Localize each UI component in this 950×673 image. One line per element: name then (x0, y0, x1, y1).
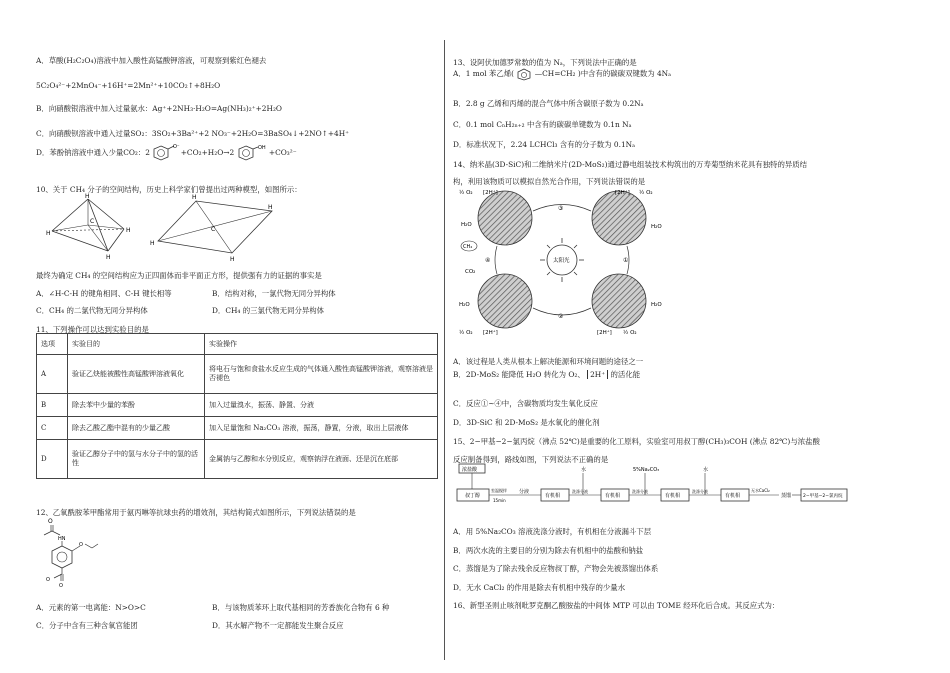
species-label: CH₄ (463, 244, 473, 250)
atom-label: H (268, 204, 273, 211)
table-cell: 验证乙醇分子中的氢与水分子中的氢的活性 (68, 440, 205, 479)
species-label: [2H⁺] (597, 330, 612, 336)
species-label: ½ O₂ (459, 330, 473, 336)
q13-option-a (453, 68, 671, 80)
q14-option-b (453, 370, 640, 379)
flow-step: 洗涤分液 (692, 489, 708, 494)
q14-option-c: C．反应①~④中，含碳物质均发生氧化反应 (453, 399, 598, 409)
species-label: [2H⁺] (483, 330, 498, 336)
species-label: H₂O (461, 222, 472, 228)
sun-label: 太阳光 (553, 258, 570, 264)
flow-step: 无水CaCl₂ (751, 488, 770, 493)
q14-option-a: A．该过程是人类从根本上解决能源和环境问题的途径之一 (453, 357, 644, 367)
table-header-cell: 选项 (37, 334, 68, 355)
q15-option-b: B．两次水洗的主要目的分别为除去有机相中的盐酸和钠盐 (453, 546, 644, 556)
svg-text:O: O (79, 542, 83, 548)
atom-label: H (150, 240, 155, 247)
table-row (37, 417, 438, 440)
svg-text:O: O (46, 577, 50, 583)
column-divider (444, 40, 445, 660)
q13-option-a-suffix: )中含有的碳碳双键数为 4Nₐ (577, 69, 672, 78)
q16-stem: 16、新型圣则止咳剂吡罗克酮乙酸胺盐的中间体 MTP 可以由 TOME 经环化后合成。其反应式为： (453, 601, 780, 611)
atom-label: H (46, 230, 51, 237)
ethopabate-structure-figure (40, 515, 110, 587)
methane-models-figure (46, 191, 276, 263)
flow-box-label: 有机相 (725, 493, 741, 499)
table-row (37, 355, 438, 394)
table-header-cell: 实验操作 (205, 334, 438, 355)
benzene-ring-icon (516, 68, 532, 80)
photosynthesis-cycle-diagram (457, 186, 697, 341)
q12-stem: 12、乙氧酰胺苯甲酯常用于氨丙啉等抗球虫药的增效剂，其结构简式如图所示，下列说法错误的是 (36, 508, 356, 518)
atom-label: H (106, 254, 111, 261)
phenoxide-structure-icon (152, 144, 178, 162)
tetrahedral-model (46, 193, 131, 261)
atom-label: C (90, 218, 95, 225)
flow-reagent: 水 (581, 467, 587, 473)
q10-text: 最终为确定 CH₄ 的空间结构应为正四面体而非平面正方形，提供强有力的证据的事实是 (36, 271, 322, 281)
q13-option-d: D．标准状况下，2.24 LCHCl₃ 含有的分子数为 0.1Nₐ (453, 140, 635, 150)
q15-option-c: C．蒸馏是为了除去残余反应物叔丁醇，产物会先被蒸馏出体系 (453, 564, 659, 574)
q11-stem: 11、下列操作可以达到实验目的是 (36, 325, 149, 335)
flow-step: 洗涤分液 (632, 489, 648, 494)
flow-step: 15min (493, 498, 506, 503)
q12-option-b: B．与该物质苯环上取代基相同的芳香族化合物有 6 种 (212, 603, 390, 613)
q11-experiment-table (36, 333, 438, 479)
table-cell: C (37, 417, 68, 440)
svg-text:O: O (48, 518, 53, 525)
q14-option-d: D．3D-SiC 和 2D-MoS₂ 是水氧化的催化剂 (453, 418, 600, 428)
species-label: [2H⁺] (615, 190, 630, 196)
step-number: ② (558, 313, 564, 320)
table-cell: 除去乙酸乙酯中混有的少量乙酸 (68, 417, 205, 440)
q9-option-d-mid: +CO₂+H₂O→2 (180, 148, 235, 157)
table-cell: B (37, 394, 68, 417)
species-label: ½ O₂ (623, 330, 637, 336)
q13-option-b: B．2.8 g 乙烯和丙烯的混合气体中所含碳原子数为 0.2Nₐ (453, 99, 644, 109)
q13-option-a-group: —CH=CH₂ (534, 69, 576, 78)
flow-reagent: 浓盐酸 (462, 467, 478, 473)
table-header-cell: 实验目的 (68, 334, 205, 355)
q9-option-d-suffix: +CO₃²⁻ (268, 148, 297, 157)
table-cell: 验证乙炔能被酸性高锰酸钾溶液氧化 (68, 355, 205, 394)
species-label: [2H⁺] (483, 190, 498, 196)
phenol-structure-icon (237, 144, 267, 162)
q15-stem-line2: 反应制备得到，路线如图，下列说法不正确的是 (453, 455, 609, 465)
flow-reagent: 水 (703, 467, 709, 473)
q15-option-a: A．用 5%Na₂CO₃ 溶液洗涤分液时，有机相在分液漏斗下层 (453, 527, 652, 537)
flow-step: 分液 (519, 489, 530, 495)
q14-stem-line1: 14、纳米晶(3D-SiC)和二维纳米片(2D-MoS₂)通过静电组装技术构筑出的万寿菊型纳米花具有独特的异质结 (453, 160, 808, 170)
q10-option-a: A．∠H-C-H 的键角相同、C-H 键长相等 (36, 289, 172, 299)
species-label: ½ O₂ (639, 190, 653, 196)
q12-option-d: D．其水解产物不一定都能发生聚合反应 (212, 621, 344, 631)
table-cell: 除去苯中少量的苯酚 (68, 394, 205, 417)
atom-label: H (126, 227, 131, 234)
q13-option-c: C．0.1 mol CₙH₂ₙ₊₂ 中含有的碳碳单键数为 0.1n Nₐ (453, 120, 632, 130)
atom-label: H (85, 193, 90, 200)
q13-stem: 13、设阿伏加德罗常数的值为 Nₐ，下列说法中正确的是 (453, 58, 637, 68)
q10-option-b: B．结构对称，一氯代物无同分异构体 (212, 289, 336, 299)
q12-option-c: C．分子中含有三种含氧官能团 (36, 621, 138, 631)
q12-option-a: A．元素的第一电离能：N>O>C (36, 603, 146, 613)
q10-option-d: D．CH₄ 的三氯代物无同分异构体 (212, 306, 325, 316)
nanoflower-sphere (592, 274, 646, 328)
flow-box-label: 有机相 (545, 493, 561, 499)
flow-step: 室温搅拌 (491, 488, 507, 493)
q14-option-b-bracket: 2H⁺ (587, 370, 608, 379)
q9-option-d (36, 144, 297, 162)
nanoflower-sphere (478, 274, 532, 328)
flow-step: 洗涤分液 (572, 489, 588, 494)
q9-option-b: B．向硝酸银溶液中加入过量氨水：Ag⁺+2NH₃·H₂O=Ag(NH₃)₂⁺+2H₂O (36, 104, 282, 114)
q10-option-c: C．CH₄ 的二氯代物无同分异构体 (36, 306, 148, 316)
svg-text:O⁻: O⁻ (173, 144, 180, 150)
atom-label: H (192, 194, 197, 201)
species-label: H₂O (651, 302, 662, 308)
q9-option-c: C．向硝酸钡溶液中通入过量SO₂：3SO₂+3Ba²⁺+2 NO₃⁻+2H₂O=3BaSO₄↓+2NO↑+4H⁺ (36, 129, 350, 139)
q9-option-d-prefix: D．苯酚钠溶液中通入少量CO₂：2 (36, 148, 150, 157)
planar-model (150, 194, 273, 263)
atom-label: H (230, 256, 235, 263)
q9-option-a-equation: 5C₂O₄²⁻+2MnO₄⁻+16H⁺=2Mn²⁺+10CO₂↑+8H₂O (36, 81, 221, 91)
svg-text:O: O (59, 583, 63, 589)
flow-step: 蒸馏 (781, 493, 792, 499)
table-cell: A (37, 355, 68, 394)
nanoflower-sphere (592, 191, 646, 245)
table-cell: 加入过量溴水，振荡、静置、分液 (205, 394, 438, 417)
sun-icon (540, 238, 584, 282)
nanoflower-sphere (478, 191, 532, 245)
q13-option-a-prefix: A．1 mol 苯乙烯( (453, 69, 515, 78)
table-row (37, 394, 438, 417)
q14-option-b-prefix: B．2D-MoS₂ 能降低 H₂O 转化为 O₂、 (453, 370, 585, 379)
flow-box-label: 2−甲基−2−氯丙烷 (803, 494, 843, 499)
q15-option-d: D．无水 CaCl₂ 的作用是除去有机相中残存的少量水 (453, 583, 626, 593)
q15-stem-line1: 15、2−甲基−2−氯丙烷（沸点 52℃)是重要的化工原料，实验室可用叔丁醇(CH₃)₃COH (沸点 82℃)与浓盐酸 (453, 437, 820, 447)
synthesis-flowchart (455, 462, 850, 506)
table-cell: 加入足量饱和 Na₂CO₃ 溶液，振荡，静置，分液，取出上层液体 (205, 417, 438, 440)
flow-reagent: 5%Na₂CO₃ (633, 467, 660, 473)
table-cell: D (37, 440, 68, 479)
step-number: ① (623, 257, 629, 264)
step-number: ④ (485, 257, 491, 264)
svg-text:OH: OH (257, 145, 266, 151)
table-header-row (37, 334, 438, 355)
species-label: ½ O₂ (459, 190, 473, 196)
species-label: CO₂ (465, 269, 476, 275)
q14-stem-line2: 构，利用该物质可以模拟自然光合作用，下列说法错误的是 (453, 177, 646, 187)
species-label: H₂O (459, 302, 470, 308)
flow-box-label: 叔丁醇 (465, 493, 481, 499)
table-cell: 金属钠与乙醇和水分别反应，观察钠浮在液面、还是沉在底部 (205, 440, 438, 479)
species-label: H₂O (651, 224, 662, 230)
q9-option-a: A．草酸(H₂C₂O₄)溶液中加入酸性高锰酸钾溶液，可观察到紫红色褪去 (36, 56, 267, 66)
atom-label: C (211, 226, 216, 233)
q10-stem: 10、关于 CH₄ 分子的空间结构，历史上科学家们曾提出过两种模型，如图所示： (36, 185, 302, 195)
q14-option-b-suffix: 的活化能 (610, 370, 641, 379)
step-number: ③ (558, 205, 564, 212)
flow-box-label: 有机相 (605, 493, 621, 499)
table-cell: 将电石与饱和食盐水反应生成的气体通入酸性高锰酸钾溶液，观察溶液是否褪色 (205, 355, 438, 394)
flow-box-label: 有机相 (665, 493, 681, 499)
svg-text:HN: HN (58, 536, 66, 542)
table-row (37, 440, 438, 479)
